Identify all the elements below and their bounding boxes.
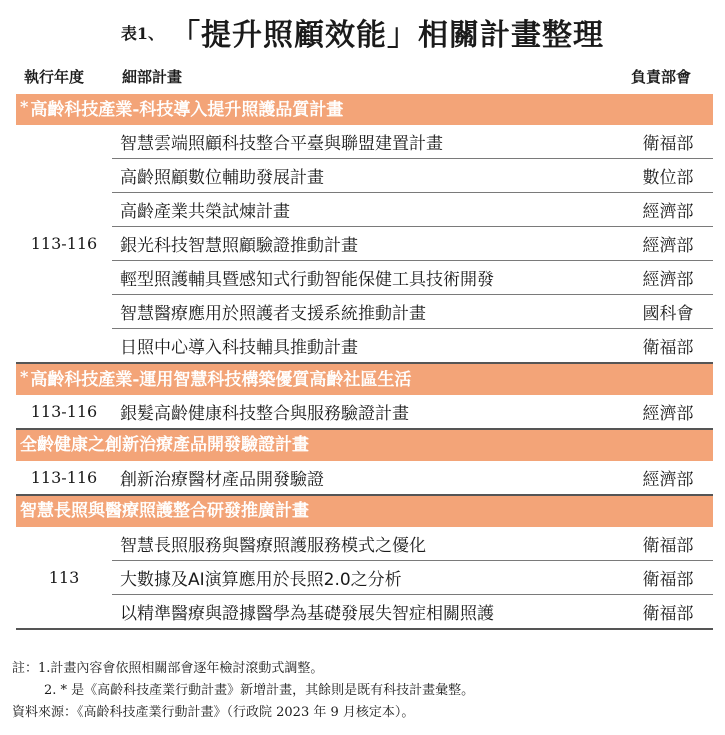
table-title [0,8,725,56]
responsible-dept: 經濟部 [642,270,694,290]
plan-name: 高齡產業共榮試煉計畫 [120,202,290,222]
responsible-dept: 數位部 [642,168,694,188]
table-row [112,261,713,295]
table-row [112,125,713,159]
footnote-2: 2. * 是《高齡科技產業行動計畫》新增計畫，其餘則是既有科技計畫彙整。 [44,683,475,698]
table-row [112,527,713,561]
plan-list [112,395,713,428]
table-row [112,227,713,261]
category-title: 高齡科技產業-科技導入提升照護品質計畫 [30,100,344,120]
responsible-dept: 衛福部 [642,134,694,154]
responsible-dept: 衛福部 [642,604,694,624]
category-row [16,496,713,527]
plan-name: 銀光科技智慧照顧驗證推動計畫 [120,236,358,256]
plan-name: 創新治療醫材產品開發驗證 [120,470,324,490]
table-row [112,329,713,362]
responsible-dept: 衛福部 [642,338,694,358]
category-title: 高齡科技產業-運用智慧科技構築優質高齡社區生活 [30,370,412,390]
plan-name: 大數據及AI演算應用於長照2.0之分析 [120,570,402,590]
table-row [112,395,713,428]
column-header-plan: 細部計畫 [122,68,183,86]
responsible-dept: 經濟部 [642,404,694,424]
plan-name: 智慧長照服務與醫療照護服務模式之優化 [120,536,426,556]
table-row [112,193,713,227]
plan-name: 輕型照護輔具暨感知式行動智能保健工具技術開發 [120,270,494,290]
column-header-year: 執行年度 [24,68,85,86]
category-title: 全齡健康之創新治療產品開發驗證計畫 [20,435,309,455]
execution-year: 113-116 [30,468,98,487]
execution-year: 113 [48,568,80,587]
table-row [112,595,713,628]
footnotes [12,658,712,724]
plan-list [112,125,713,362]
plan-name: 高齡照顧數位輔助發展計畫 [120,168,324,188]
plan-name: 智慧醫療應用於照護者支援系統推動計畫 [120,304,426,324]
plan-group [16,395,713,430]
category-row [16,364,713,395]
table-title-text: 「提升照顧效能」相關計畫整理 [170,18,605,53]
category-title: 智慧長照與醫療照護整合研發推廣計畫 [20,501,309,521]
table-row [112,561,713,595]
responsible-dept: 衛福部 [642,570,694,590]
new-plan-mark: * [20,367,29,386]
plan-list [112,461,713,494]
plan-group [16,527,713,630]
source-note: 資料來源：《高齡科技產業行動計畫》（行政院 2023 年 9 月核定本）。 [12,705,415,720]
column-header-dept: 負責部會 [630,68,691,86]
responsible-dept: 經濟部 [642,202,694,222]
table-row [112,295,713,329]
table-row [112,159,713,193]
table-number: 表1、 [120,23,165,43]
responsible-dept: 經濟部 [642,236,694,256]
responsible-dept: 衛福部 [642,536,694,556]
new-plan-mark: * [20,97,29,116]
plans-table [16,94,713,630]
plan-list [112,527,713,628]
plan-name: 日照中心導入科技輔具推動計畫 [120,338,358,358]
plan-group [16,461,713,496]
footnote-1: 註：1.計畫內容會依照相關部會逐年檢討滾動式調整。 [12,661,324,676]
execution-year: 113-116 [30,234,98,253]
category-row [16,430,713,461]
plan-name: 銀髮高齡健康科技整合與服務驗證計畫 [120,404,409,424]
execution-year: 113-116 [30,402,98,421]
responsible-dept: 經濟部 [642,470,694,490]
category-row [16,94,713,125]
plan-name: 智慧雲端照顧科技整合平臺與聯盟建置計畫 [120,134,443,154]
plan-group [16,125,713,364]
responsible-dept: 國科會 [642,304,694,324]
plan-name: 以精準醫療與證據醫學為基礎發展失智症相關照護 [120,604,494,624]
table-row [112,461,713,494]
